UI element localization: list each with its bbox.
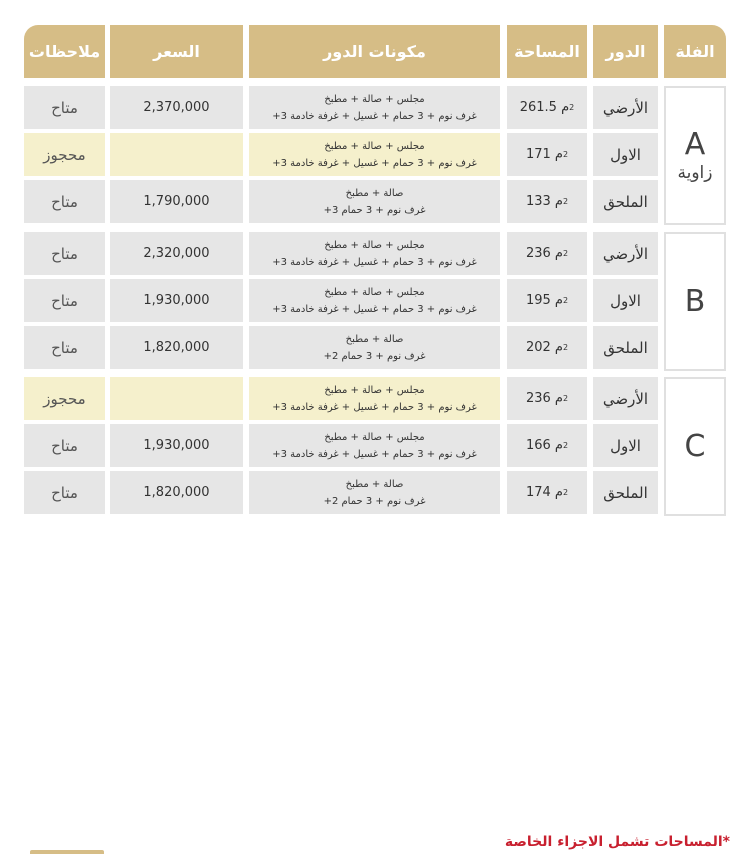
components-line-1: صالة + مطبخ (345, 478, 404, 490)
components-line-2: +3 غرف نوم + 3 حمام + غسيل + غرفة خادمة (272, 157, 477, 169)
area-value: 236 (525, 391, 551, 406)
row-area (507, 86, 587, 129)
row-components (249, 232, 500, 275)
row-floor: الاول (593, 279, 658, 322)
header-villa: الفلة (664, 25, 726, 78)
row-price (110, 133, 243, 176)
row-floor: الملحق (593, 180, 658, 223)
row-note: محجوز (24, 133, 105, 176)
row-components (249, 279, 500, 322)
area-value: 236 (525, 246, 551, 261)
area-unit-exp: 2 (562, 488, 569, 497)
area-unit-exp: 2 (562, 296, 569, 305)
components-line-2: +2 غرف نوم + 3 حمام (323, 495, 426, 507)
components-line-1: مجلس + صالة + مطبخ (324, 93, 425, 105)
components-line-1: صالة + مطبخ (345, 187, 404, 199)
area-value: 202 (525, 340, 551, 355)
row-note: متاح (24, 86, 105, 129)
components-line-1: صالة + مطبخ (345, 333, 404, 345)
area-unit-exp: 2 (562, 441, 569, 450)
row-area (507, 180, 587, 223)
components-line-1: مجلس + صالة + مطبخ (324, 286, 425, 298)
components-line-1: مجلس + صالة + مطبخ (324, 140, 425, 152)
bottom-accent-bar (30, 850, 104, 854)
row-area (507, 133, 587, 176)
area-unit-exp: 2 (569, 103, 575, 112)
row-components (249, 471, 500, 514)
row-note: متاح (24, 471, 105, 514)
row-note: متاح (24, 279, 105, 322)
components-line-2: +3 غرف نوم + 3 حمام + غسيل + غرفة خادمة (272, 256, 477, 268)
row-components (249, 326, 500, 369)
area-unit-exp: 2 (562, 197, 569, 206)
row-components (249, 377, 500, 420)
villa-letter: A (684, 126, 706, 162)
header-notes: ملاحظات (24, 25, 105, 78)
components-line-2: +2 غرف نوم + 3 حمام (323, 350, 426, 362)
area-unit: م (554, 194, 563, 209)
area-value: 195 (525, 293, 551, 308)
header-floor: الدور (593, 25, 658, 78)
header-components: مكونات الدور (249, 25, 500, 78)
row-price: 1,930,000 (110, 424, 243, 467)
row-floor: الأرضي (593, 377, 658, 420)
row-price: 2,320,000 (110, 232, 243, 275)
area-value: 174 (525, 485, 551, 500)
row-price: 1,820,000 (110, 326, 243, 369)
components-line-2: +3 غرف نوم + 3 حمام (323, 204, 426, 216)
area-unit: م (554, 438, 563, 453)
row-floor: الملحق (593, 326, 658, 369)
row-note: متاح (24, 424, 105, 467)
area-unit: م (554, 246, 563, 261)
row-note: متاح (24, 180, 105, 223)
area-unit: م (561, 100, 570, 115)
row-note: محجوز (24, 377, 105, 420)
row-price: 1,790,000 (110, 180, 243, 223)
header-area: المساحة (507, 25, 587, 78)
row-area (507, 232, 587, 275)
area-unit: م (554, 391, 563, 406)
area-value: 171 (525, 147, 551, 162)
header-price: السعر (110, 25, 243, 78)
villa-b-label (664, 232, 726, 371)
row-components (249, 133, 500, 176)
row-note: متاح (24, 326, 105, 369)
villa-letter: C (684, 428, 706, 464)
components-line-1: مجلس + صالة + مطبخ (324, 431, 425, 443)
row-price: 2,370,000 (110, 86, 243, 129)
area-value: 133 (525, 194, 551, 209)
row-price: 1,930,000 (110, 279, 243, 322)
components-line-2: +3 غرف نوم + 3 حمام + غسيل + غرفة خادمة (272, 401, 477, 413)
components-line-1: مجلس + صالة + مطبخ (324, 239, 425, 251)
row-area (507, 326, 587, 369)
row-components (249, 86, 500, 129)
components-line-1: مجلس + صالة + مطبخ (324, 384, 425, 396)
area-unit-exp: 2 (562, 394, 569, 403)
villa-letter: B (684, 283, 706, 319)
row-components (249, 424, 500, 467)
row-area (507, 279, 587, 322)
area-unit: م (554, 340, 563, 355)
area-value: 261.5 (519, 100, 557, 115)
area-value: 166 (525, 438, 551, 453)
row-floor: الاول (593, 424, 658, 467)
row-components (249, 180, 500, 223)
row-note: متاح (24, 232, 105, 275)
components-line-2: +3 غرف نوم + 3 حمام + غسيل + غرفة خادمة (272, 448, 477, 460)
footnote: *المساحات تشمل الاجزاء الخاصة (504, 834, 730, 850)
components-line-2: +3 غرف نوم + 3 حمام + غسيل + غرفة خادمة (272, 110, 477, 122)
row-floor: الملحق (593, 471, 658, 514)
area-unit: م (554, 485, 563, 500)
villa-subtitle: زاوية (677, 162, 713, 183)
row-floor: الاول (593, 133, 658, 176)
area-unit: م (554, 147, 563, 162)
row-area (507, 471, 587, 514)
row-floor: الأرضي (593, 86, 658, 129)
row-area (507, 424, 587, 467)
components-line-2: +3 غرف نوم + 3 حمام + غسيل + غرفة خادمة (272, 303, 477, 315)
villa-c-label (664, 377, 726, 516)
row-floor: الأرضي (593, 232, 658, 275)
villa-a-label (664, 86, 726, 225)
area-unit-exp: 2 (562, 249, 569, 258)
area-unit-exp: 2 (562, 343, 569, 352)
row-area (507, 377, 587, 420)
area-unit: م (554, 293, 563, 308)
row-price: 1,820,000 (110, 471, 243, 514)
area-unit-exp: 2 (562, 150, 569, 159)
row-price (110, 377, 243, 420)
